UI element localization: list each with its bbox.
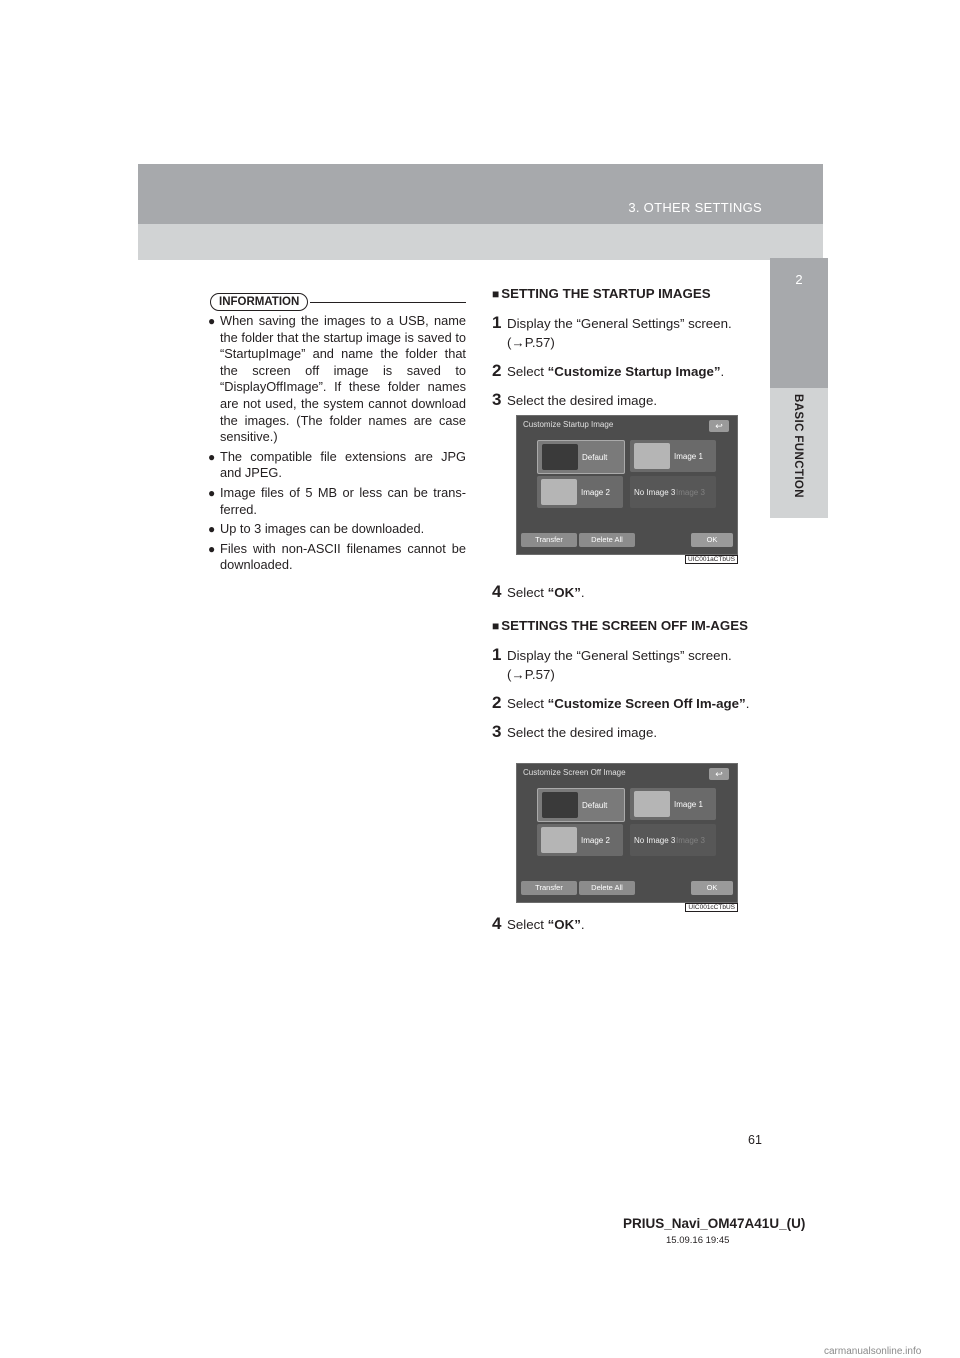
image-3-button[interactable]: No Image 3 Image 3 (630, 476, 716, 508)
bullet-icon: ● (208, 485, 216, 500)
step-3: 3 Select the desired image. (492, 390, 658, 409)
header-subband (138, 224, 823, 260)
information-list (210, 313, 466, 574)
list-item: ● The compatible file extensions are JPG and JPEG. (208, 448, 466, 481)
bullet-icon: ● (208, 449, 216, 464)
document-timestamp: 15.09.16 19:45 (666, 1235, 730, 1246)
square-bullet-icon: ■ (492, 287, 500, 301)
header-band (138, 164, 823, 224)
list-item: ● Up to 3 images can be downloaded. (208, 521, 425, 537)
startup-image-screenshot (516, 415, 738, 563)
bullet-icon: ● (208, 541, 216, 556)
image-thumbnail (541, 827, 577, 853)
step-1: 1 Display the “General Settings” screen. (→P.57) (492, 313, 732, 350)
screen-title: Customize Startup Image (523, 420, 614, 429)
transfer-button[interactable]: Transfer (521, 881, 577, 895)
watermark: carmanualsonline.info (824, 1346, 922, 1357)
image-thumbnail (634, 791, 670, 817)
screen-off-image-screenshot (516, 763, 738, 911)
image-1-button[interactable]: Image 1 (630, 440, 716, 472)
information-badge: INFORMATION (210, 293, 308, 311)
back-icon[interactable]: ↩ (709, 420, 729, 432)
chapter-tab-label: BASIC FUNCTION (792, 394, 804, 498)
ok-button[interactable]: OK (691, 533, 733, 547)
image-thumbnail (634, 443, 670, 469)
toyota-logo-icon (542, 444, 578, 470)
ok-button[interactable]: OK (691, 881, 733, 895)
transfer-button[interactable]: Transfer (521, 533, 577, 547)
image-2-button[interactable]: Image 2 (537, 476, 623, 508)
step-2: 2 Select “Customize Screen Off Im-age”. (492, 693, 750, 712)
default-image-button[interactable]: Default (537, 440, 625, 474)
default-image-button[interactable]: Default (537, 788, 625, 822)
list-item: ● Image files of 5 MB or less can be trans-ferred. (208, 484, 466, 517)
step-2: 2 Select “Customize Startup Image”. (492, 361, 725, 380)
back-icon[interactable]: ↩ (709, 768, 729, 780)
step-3: 3 Select the desired image. (492, 722, 658, 741)
step-4: 4 Select “OK”. (492, 582, 585, 601)
document-model-code: PRIUS_Navi_OM47A41U_(U) (623, 1216, 806, 1231)
chapter-tab-number: 2 (770, 258, 828, 388)
image-3-button[interactable]: No Image 3 Image 3 (630, 824, 716, 856)
figure-code: UIC001aCTbUS (685, 555, 738, 564)
list-item: ● Files with non-ASCII filenames cannot be downloaded. (208, 540, 466, 573)
chapter-tab (770, 388, 828, 518)
screen-off-section-heading: ■ SETTINGS THE SCREEN OFF IM-AGES (492, 618, 748, 633)
image-2-button[interactable]: Image 2 (537, 824, 623, 856)
bullet-icon: ● (208, 314, 216, 328)
information-divider (310, 302, 466, 303)
section-title: 3. OTHER SETTINGS (628, 200, 762, 215)
step-1: 1 Display the “General Settings” screen. (→P.57) (492, 645, 732, 682)
startup-section-heading: ■ SETTING THE STARTUP IMAGES (492, 286, 711, 301)
step-4: 4 Select “OK”. (492, 914, 585, 933)
screen-title: Customize Screen Off Image (523, 768, 626, 777)
delete-all-button[interactable]: Delete All (579, 881, 635, 895)
page-number: 61 (748, 1133, 762, 1147)
figure-code: UIC001cCTbUS (685, 903, 738, 912)
delete-all-button[interactable]: Delete All (579, 533, 635, 547)
bullet-icon: ● (208, 522, 216, 537)
list-item: ● When saving the images to a USB, name the folder that the startup image is saved to “StartupImage” and name the folder that the screen off image is saved to “DisplayOffImage”. If these folder names are not used, the system cannot download the images. (The folder names are case sensitive.) (208, 313, 466, 445)
image-1-button[interactable]: Image 1 (630, 788, 716, 820)
image-thumbnail (541, 479, 577, 505)
blank-thumbnail (542, 792, 578, 818)
square-bullet-icon: ■ (492, 619, 500, 633)
information-box (210, 292, 466, 577)
